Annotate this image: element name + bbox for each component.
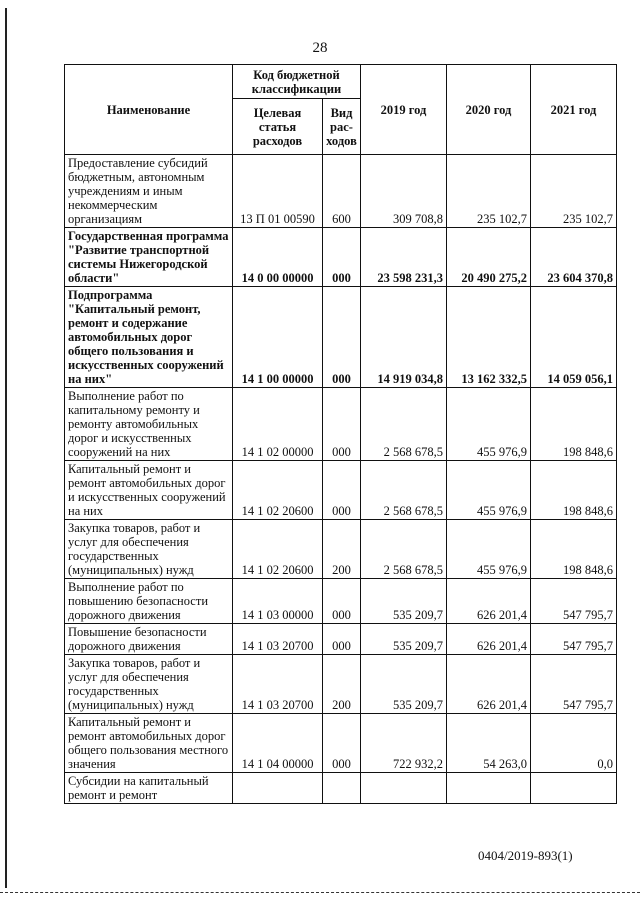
row-target-article: 14 1 03 20700: [233, 655, 323, 714]
row-value-2019: 14 919 034,8: [361, 287, 447, 388]
row-name: Выполнение работ по повышению безопасности дорожного движения: [65, 579, 233, 624]
row-value-2019: 535 209,7: [361, 655, 447, 714]
row-value-2020: 235 102,7: [447, 155, 531, 228]
row-value-2020: 626 201,4: [447, 624, 531, 655]
row-target-article: 14 0 00 00000: [233, 228, 323, 287]
row-value-2020: 455 976,9: [447, 461, 531, 520]
row-name: Закупка товаров, работ и услуг для обеспечения государственных (муниципальных) нужд: [65, 520, 233, 579]
table-body: [65, 155, 617, 804]
row-name: Государственная программа "Развитие транспортной системы Нижегородской области": [65, 228, 233, 287]
row-value-2019: 722 932,2: [361, 714, 447, 773]
bottom-dashed-line: [0, 892, 640, 893]
row-value-2021: 198 848,6: [531, 461, 617, 520]
row-value-2020: 626 201,4: [447, 655, 531, 714]
table-row: [65, 624, 617, 655]
row-value-2021: 23 604 370,8: [531, 228, 617, 287]
row-expense-type: 000: [323, 287, 361, 388]
row-name: Подпрограмма "Капитальный ремонт, ремонт и содержание автомобильных дорог общего пользования и искусственных сооружений на них": [65, 287, 233, 388]
row-name: Предоставление субсидий бюджетным, автономным учреждениям и иным некоммерческим организациям: [65, 155, 233, 228]
row-name: Капитальный ремонт и ремонт автомобильных дорог общего пользования местного значения: [65, 714, 233, 773]
row-target-article: 14 1 00 00000: [233, 287, 323, 388]
table-row: [65, 579, 617, 624]
table-row: [65, 520, 617, 579]
header-name: Наименование: [65, 65, 233, 155]
header-expense-type: Вид рас- ходов: [323, 99, 361, 155]
row-name: Субсидии на капитальный ремонт и ремонт: [65, 773, 233, 804]
row-expense-type: 000: [323, 579, 361, 624]
document-code: 0404/2019-893(1): [478, 848, 573, 863]
row-value-2020: 20 490 275,2: [447, 228, 531, 287]
header-target-article: Целевая статья расходов: [233, 99, 323, 155]
header-2019: 2019 год: [361, 65, 447, 155]
header-code-group: Код бюджетной классификации: [233, 65, 361, 99]
row-name: Капитальный ремонт и ремонт автомобильных дорог и искусственных сооружений на них: [65, 461, 233, 520]
table-row: [65, 155, 617, 228]
row-value-2019: 535 209,7: [361, 624, 447, 655]
row-expense-type: 000: [323, 714, 361, 773]
row-expense-type: 000: [323, 461, 361, 520]
row-value-2021: 547 795,7: [531, 655, 617, 714]
page-number: 28: [312, 40, 328, 56]
row-expense-type: 200: [323, 655, 361, 714]
table-row: [65, 655, 617, 714]
row-expense-type: 600: [323, 155, 361, 228]
row-target-article: 13 П 01 00590: [233, 155, 323, 228]
row-target-article: 14 1 03 00000: [233, 579, 323, 624]
row-value-2019: 2 568 678,5: [361, 461, 447, 520]
row-target-article: 14 1 02 20600: [233, 520, 323, 579]
row-value-2019: 2 568 678,5: [361, 388, 447, 461]
row-value-2021: 14 059 056,1: [531, 287, 617, 388]
row-value-2021: [531, 773, 617, 804]
scan-edge-line: [5, 8, 7, 888]
row-target-article: 14 1 03 20700: [233, 624, 323, 655]
row-expense-type: 000: [323, 228, 361, 287]
row-name: Закупка товаров, работ и услуг для обеспечения государственных (муниципальных) нужд: [65, 655, 233, 714]
table-row: [65, 228, 617, 287]
row-value-2019: 2 568 678,5: [361, 520, 447, 579]
table-row: [65, 773, 617, 804]
row-value-2021: 547 795,7: [531, 624, 617, 655]
row-value-2019: 309 708,8: [361, 155, 447, 228]
row-value-2019: 23 598 231,3: [361, 228, 447, 287]
row-value-2021: 198 848,6: [531, 520, 617, 579]
row-target-article: 14 1 04 00000: [233, 714, 323, 773]
row-value-2021: 547 795,7: [531, 579, 617, 624]
row-value-2020: 455 976,9: [447, 388, 531, 461]
table-row: [65, 287, 617, 388]
row-value-2019: [361, 773, 447, 804]
row-value-2021: 0,0: [531, 714, 617, 773]
row-value-2021: 235 102,7: [531, 155, 617, 228]
row-expense-type: 000: [323, 624, 361, 655]
row-value-2020: 455 976,9: [447, 520, 531, 579]
row-value-2020: [447, 773, 531, 804]
row-name: Повышение безопасности дорожного движения: [65, 624, 233, 655]
header-2021: 2021 год: [531, 65, 617, 155]
header-2020: 2020 год: [447, 65, 531, 155]
row-value-2020: 626 201,4: [447, 579, 531, 624]
row-value-2019: 535 209,7: [361, 579, 447, 624]
table-row: [65, 714, 617, 773]
row-value-2020: 13 162 332,5: [447, 287, 531, 388]
row-expense-type: 200: [323, 520, 361, 579]
row-name: Выполнение работ по капитальному ремонту и ремонту автомобильных дорог и искусственных сооружений на них: [65, 388, 233, 461]
row-expense-type: 000: [323, 388, 361, 461]
row-target-article: [233, 773, 323, 804]
budget-table: [64, 64, 617, 804]
row-value-2020: 54 263,0: [447, 714, 531, 773]
table-row: [65, 388, 617, 461]
row-expense-type: [323, 773, 361, 804]
row-target-article: 14 1 02 20600: [233, 461, 323, 520]
row-value-2021: 198 848,6: [531, 388, 617, 461]
table-row: [65, 461, 617, 520]
row-target-article: 14 1 02 00000: [233, 388, 323, 461]
